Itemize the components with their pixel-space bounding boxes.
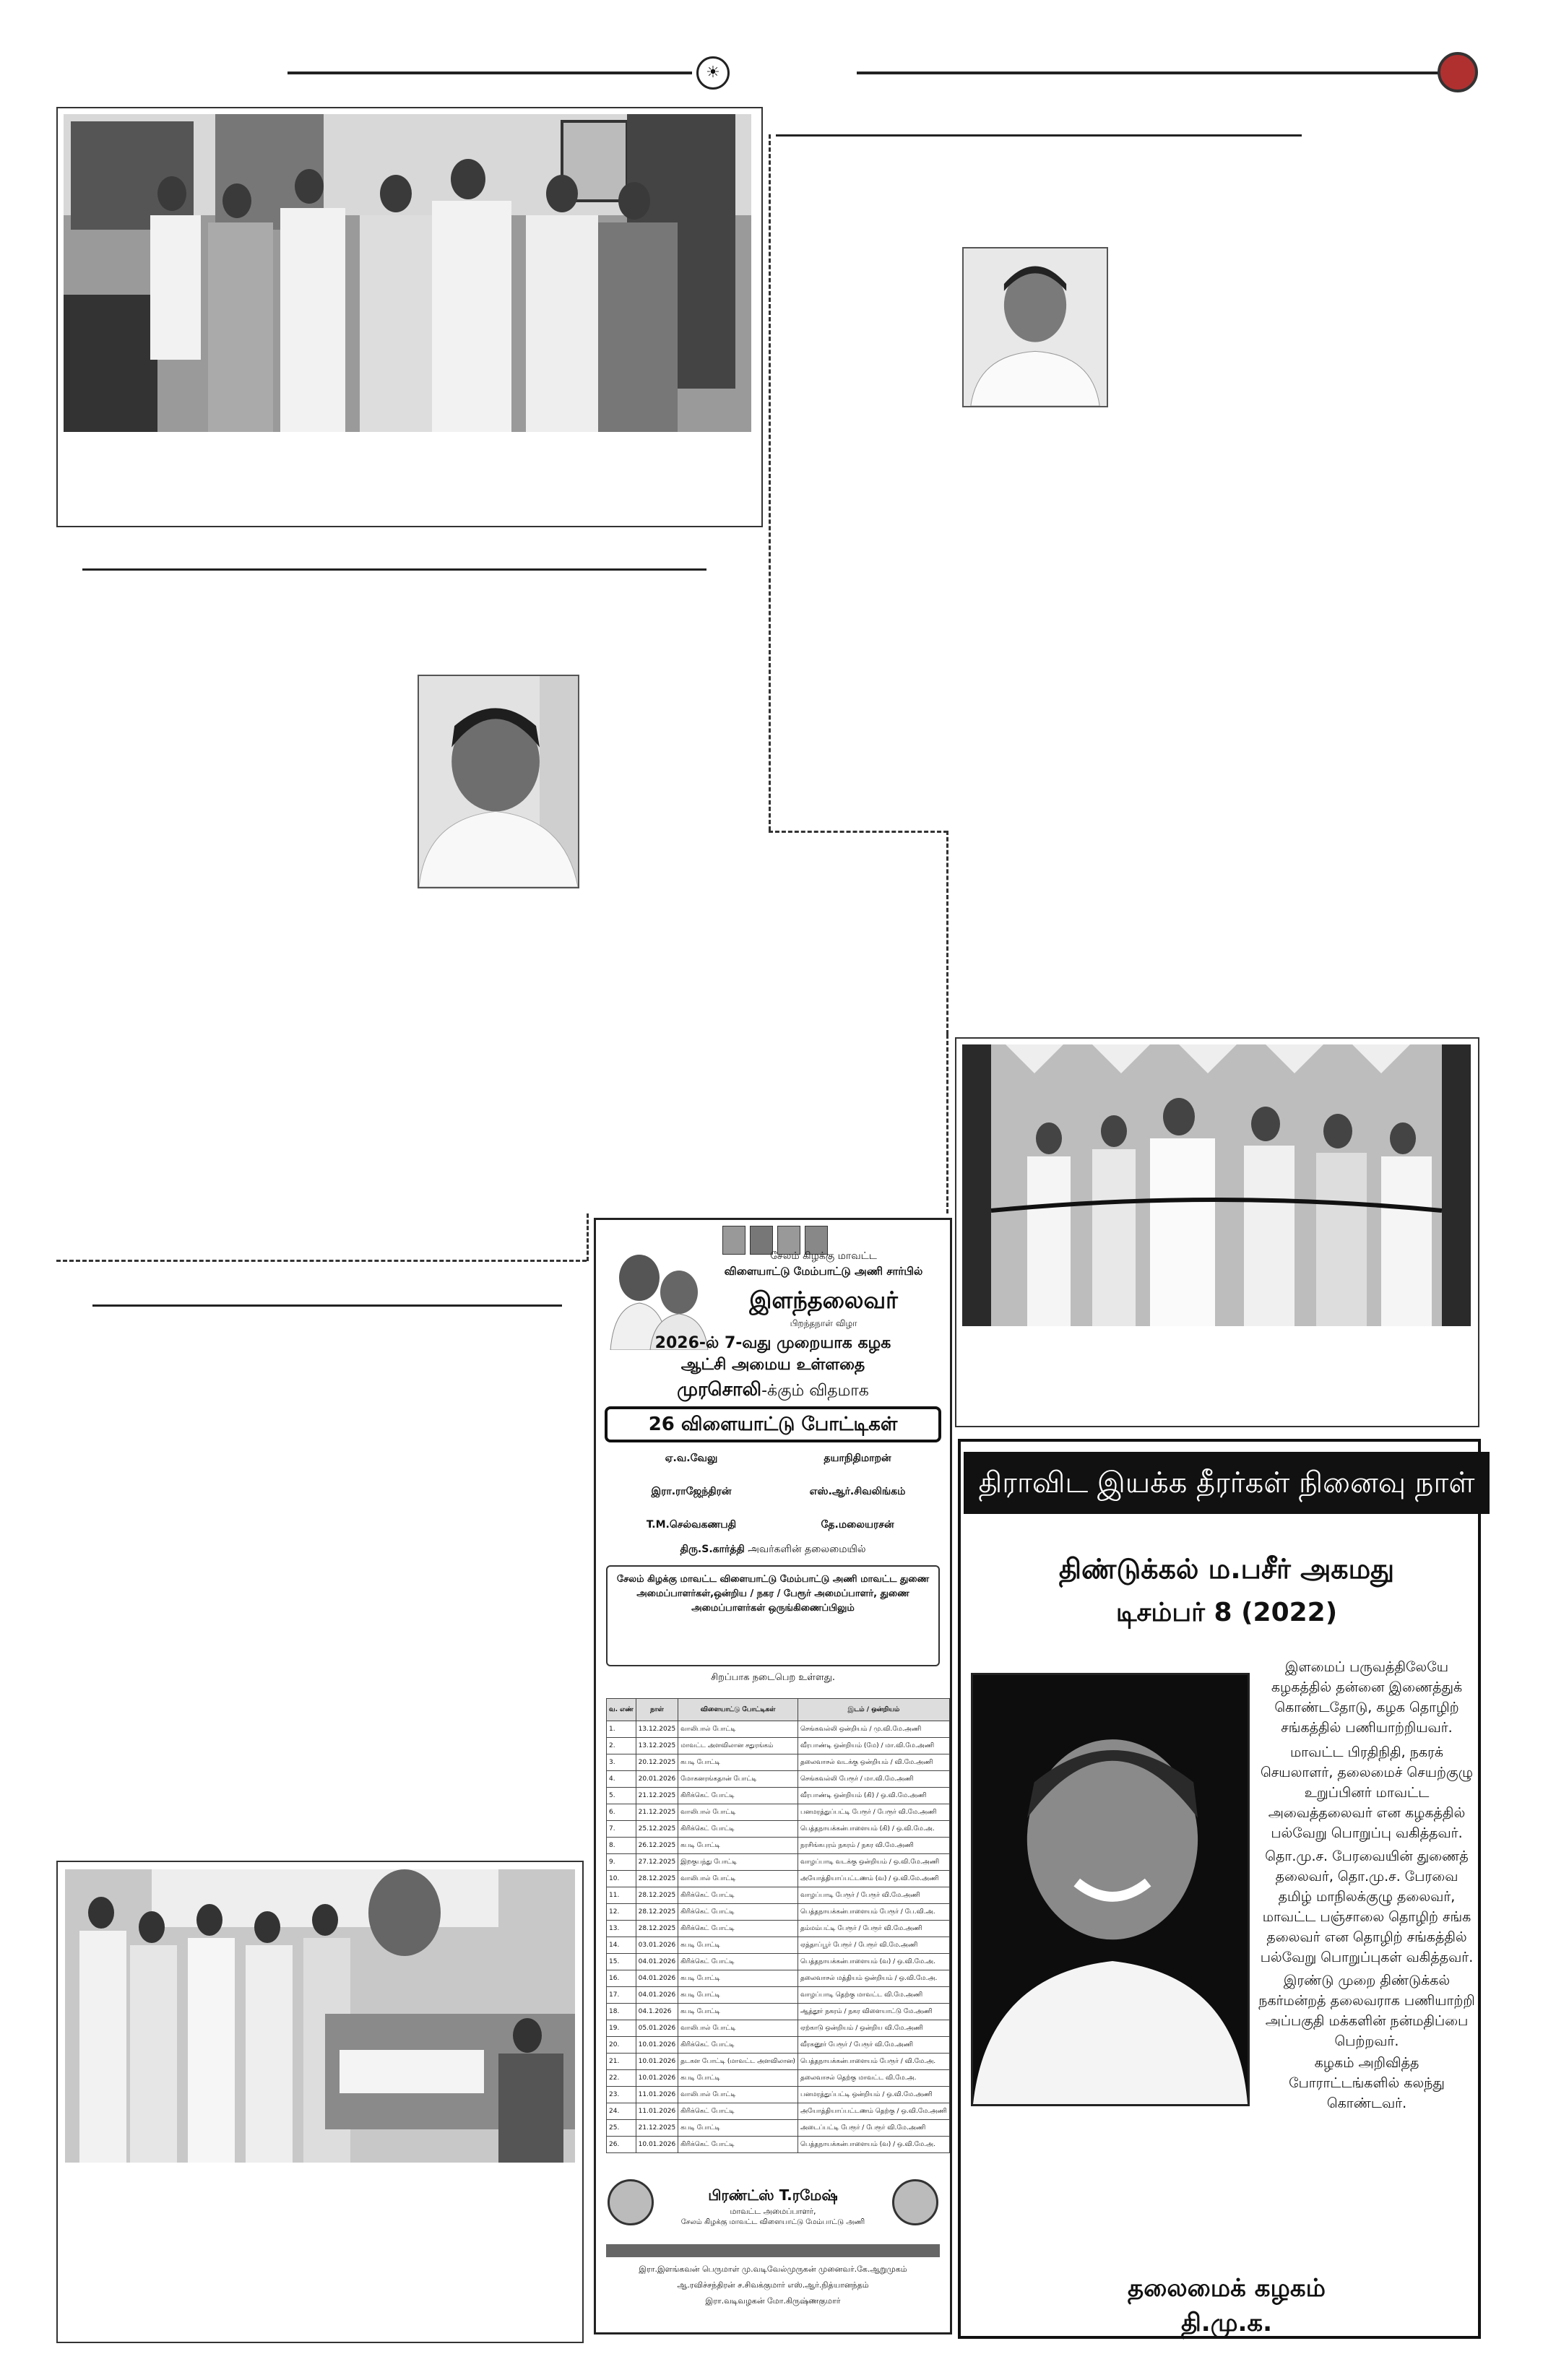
schedule-venue: செங்கவல்லி ஒன்றியம் / மு.வி.மே.அணி bbox=[798, 1721, 949, 1738]
sports-competition-poster bbox=[594, 1218, 952, 2334]
schedule-row bbox=[607, 1754, 950, 1771]
schedule-event: கிரிக்கெட் போட்டி bbox=[678, 1788, 798, 1804]
schedule-event: கிரிக்கெட் போட்டி bbox=[678, 2037, 798, 2054]
ribbon-cutting-photo bbox=[962, 1044, 1471, 1326]
schedule-venue: பெத்தநாயக்கன்பாளையம் (கி) / ஒ.வி.மே.அ. bbox=[798, 1821, 949, 1838]
poster-name-2: தயாநிதிமாறன் bbox=[824, 1453, 891, 1464]
article-rule-left-mid bbox=[82, 568, 706, 571]
schedule-row bbox=[607, 2054, 950, 2070]
header-rule-left bbox=[288, 72, 692, 74]
poster-notice: சேலம் கிழக்கு மாவட்ட விளையாட்டு மேம்பாட்டு அணி மாவட்ட துணை அமைப்பாளர்கள்,ஒன்றிய / நகர / பேரூர் அமைப்பாளர், துணை அமைப்பாளர்கள் ஒருங்கிணைப்பிலும் bbox=[616, 1574, 930, 1614]
poster-headline-box: 26 விளையாட்டு போட்டிகள் bbox=[605, 1406, 941, 1442]
schedule-row bbox=[607, 1721, 950, 1738]
schedule-row bbox=[607, 2037, 950, 2054]
schedule-venue: நரசிங்கபுரம் நகரம் / நகர வி.மே.அணி bbox=[798, 1838, 949, 1854]
poster-leader: திரு.S.கார்த்தி bbox=[680, 1544, 745, 1555]
schedule-venue: வீரபாண்டி ஒன்றியம் (கி) / ஒ.வி.மே.அணி bbox=[798, 1788, 949, 1804]
schedule-date: 26.12.2025 bbox=[636, 1838, 678, 1854]
poster-name-5: T.M.செல்வகணபதி bbox=[646, 1519, 737, 1531]
poster-leader-suffix: அவர்களின் தலைமையில் bbox=[748, 1544, 866, 1555]
schedule-row bbox=[607, 1788, 950, 1804]
schedule-serial: 12. bbox=[607, 1904, 636, 1921]
poster-leader-line bbox=[596, 1544, 950, 1557]
col-header-date: நாள் bbox=[636, 1699, 678, 1721]
schedule-serial: 1. bbox=[607, 1721, 636, 1738]
schedule-row bbox=[607, 1937, 950, 1954]
schedule-event: கிரிக்கெட் போட்டி bbox=[678, 1921, 798, 1937]
schedule-row bbox=[607, 1804, 950, 1821]
schedule-venue: தலைவாசல் வடக்கு ஒன்றியம் / வி.மே.அணி bbox=[798, 1754, 949, 1771]
article-rule-top-right bbox=[776, 134, 1302, 137]
schedule-date: 11.01.2026 bbox=[636, 2103, 678, 2120]
schedule-event: வாலிபால் போட்டி bbox=[678, 2020, 798, 2037]
schedule-serial: 25. bbox=[607, 2120, 636, 2137]
schedule-event: மாவட்ட அளவிலான சதுரங்கம் bbox=[678, 1738, 798, 1754]
schedule-serial: 14. bbox=[607, 1937, 636, 1954]
schedule-venue: வாழப்பாடி தெற்கு மாவட்ட வி.மே.அணி bbox=[798, 1987, 949, 2004]
schedule-date: 10.01.2026 bbox=[636, 2054, 678, 2070]
poster-murasoli-line bbox=[596, 1379, 950, 1403]
poster-schedule-header-row bbox=[607, 1699, 950, 1721]
schedule-serial: 22. bbox=[607, 2070, 636, 2087]
schedule-row bbox=[607, 1871, 950, 1887]
schedule-event: கிரிக்கெட் போட்டி bbox=[678, 2103, 798, 2120]
memorial-paragraph-5: கழகம் அறிவித்த போராட்டங்களில் கலந்து கொண்டவர். bbox=[1289, 2055, 1445, 2111]
schedule-date: 10.01.2026 bbox=[636, 2037, 678, 2054]
schedule-serial: 26. bbox=[607, 2137, 636, 2153]
schedule-event: கிரிக்கெட் போட்டி bbox=[678, 1821, 798, 1838]
schedule-serial: 17. bbox=[607, 1987, 636, 2004]
schedule-event: இறகுபந்து போட்டி bbox=[678, 1854, 798, 1871]
poster-line2: ஆட்சி அமைய உள்ளதை bbox=[680, 1356, 865, 1374]
col-header-venue: இடம் / ஒன்றியம் bbox=[798, 1699, 949, 1721]
schedule-row bbox=[607, 1970, 950, 1987]
schedule-date: 25.12.2025 bbox=[636, 1821, 678, 1838]
poster-title: இளந்தலைவர் bbox=[749, 1286, 898, 1314]
column-divider-vertical-3 bbox=[946, 1034, 948, 1213]
schedule-date: 04.01.2026 bbox=[636, 1954, 678, 1970]
schedule-row bbox=[607, 2070, 950, 2087]
schedule-event: கபடி போட்டி bbox=[678, 1987, 798, 2004]
newspaper-emblem-icon: ☀ bbox=[696, 56, 730, 90]
schedule-date: 28.12.2025 bbox=[636, 1904, 678, 1921]
schedule-event: கிரிக்கெட் போட்டி bbox=[678, 1887, 798, 1904]
schedule-row bbox=[607, 1887, 950, 1904]
poster-footer-org: சேலம் கிழக்கு மாவட்ட விளையாட்டு மேம்பாட்டு அணி bbox=[680, 2218, 865, 2226]
schedule-serial: 4. bbox=[607, 1771, 636, 1788]
poster-murasoli: முரசொலி bbox=[677, 1379, 762, 1401]
poster-schedule-table bbox=[606, 1698, 950, 2153]
memorial-paragraph-1: இளமைப் பருவத்திலேயே கழகத்தில் தன்னை இணைத்துக் கொண்டதோடு, கழக தொழிற் சங்கத்தில் பணியாற்றியவர். bbox=[1271, 1659, 1463, 1736]
schedule-venue: பெத்தநாயக்கன்பாளையம் (வ) / ஒ.வி.மே.அ. bbox=[798, 2137, 949, 2153]
schedule-venue: ஆத்தூர் நகரம் / நகர விளையாட்டு மே.அணி bbox=[798, 2004, 949, 2020]
schedule-event: மோகனரங்கதான் போட்டி bbox=[678, 1771, 798, 1788]
schedule-row bbox=[607, 2087, 950, 2103]
schedule-event: கபடி போட்டி bbox=[678, 1838, 798, 1854]
poster-notice-box bbox=[606, 1565, 940, 1666]
poster-name-4: எஸ்.ஆர்.சிவலிங்கம் bbox=[809, 1486, 906, 1497]
schedule-row bbox=[607, 1854, 950, 1871]
header-rule-right bbox=[857, 72, 1439, 74]
column-divider-horizontal-2 bbox=[56, 1260, 587, 1262]
schedule-venue: தலைவாசல் மத்தியம் ஒன்றியம் / ஒ.வி.மே.அ. bbox=[798, 1970, 949, 1987]
poster-murasoli-suffix: -க்கும் விதமாக bbox=[761, 1382, 869, 1400]
schedule-row bbox=[607, 2004, 950, 2020]
schedule-row bbox=[607, 1838, 950, 1854]
schedule-venue: வீரபாண்டி ஒன்றியம் (மே) / மா.வி.மே.அணி bbox=[798, 1738, 949, 1754]
schedule-serial: 24. bbox=[607, 2103, 636, 2120]
schedule-date: 05.01.2026 bbox=[636, 2020, 678, 2037]
schedule-event: கபடி போட்டி bbox=[678, 2120, 798, 2137]
memorial-footer-line2: தி.மு.க. bbox=[1180, 2308, 1273, 2337]
memorial-date: டிசம்பர் 8 (2022) bbox=[1115, 1598, 1338, 1627]
schedule-row bbox=[607, 1738, 950, 1754]
schedule-row bbox=[607, 2103, 950, 2120]
col-header-event: விளையாட்டு போட்டிகள் bbox=[678, 1699, 798, 1721]
memorial-banner: திராவிட இயக்க தீரர்கள் நினைவு நாள் bbox=[964, 1452, 1490, 1514]
schedule-date: 28.12.2025 bbox=[636, 1921, 678, 1937]
schedule-event: வாலிபால் போட்டி bbox=[678, 1804, 798, 1821]
schedule-venue: ஏற்காடு ஒன்றியம் / ஒன்றிய வி.மே.அணி bbox=[798, 2020, 949, 2037]
schedule-row bbox=[607, 1904, 950, 1921]
memorial-paragraph-3: தொ.மு.ச. பேரவையின் துணைத் தலைவர், தொ.மு.ச. பேரவை தமிழ் மாநிலக்குழு தலைவர், மாவட்ட பஞ்சாலை தொழிற் சங்க தலைவர் என தொழிற் சங்கத்தில் பல்வேறு பொறுப்புகள் வகித்தவர். bbox=[1260, 1848, 1474, 1965]
schedule-venue: தம்மம்பட்டி பேரூர் / பேரூர் வி.மே.அணி bbox=[798, 1921, 949, 1937]
poster-footer-band bbox=[606, 2244, 940, 2257]
schedule-venue: பெத்தநாயக்கன்பாளையம் பேரூர் / வி.மே.அ. bbox=[798, 2054, 949, 2070]
memorial-portrait bbox=[971, 1673, 1250, 2106]
poster-name-6: தே.மலையரசன் bbox=[821, 1519, 894, 1531]
schedule-date: 27.12.2025 bbox=[636, 1854, 678, 1871]
memorial-footer-line1: தலைமைக் கழகம் bbox=[1128, 2274, 1326, 2303]
schedule-serial: 11. bbox=[607, 1887, 636, 1904]
schedule-date: 04.01.2026 bbox=[636, 1987, 678, 2004]
schedule-venue: ஏத்தாப்பூர் பேரூர் / பேரூர் வி.மே.அணி bbox=[798, 1937, 949, 1954]
schedule-event: வாலிபால் போட்டி bbox=[678, 1871, 798, 1887]
schedule-date: 21.12.2025 bbox=[636, 1804, 678, 1821]
article-rule-left-lower bbox=[92, 1304, 562, 1307]
schedule-venue: அயோத்தியாப்பட்டணம் (வ) / ஒ.வி.மே.அணி bbox=[798, 1871, 949, 1887]
schedule-serial: 7. bbox=[607, 1821, 636, 1838]
schedule-venue: செங்கவல்லி பேரூர் / மா.வி.மே.அணி bbox=[798, 1771, 949, 1788]
schedule-venue: பெத்தநாயக்கன்பாளையம் (வ) / ஒ.வி.மே.அ. bbox=[798, 1954, 949, 1970]
portrait-politician-2 bbox=[418, 675, 579, 888]
column-divider-vertical-2 bbox=[946, 831, 948, 1034]
page-number-circle bbox=[1438, 52, 1478, 92]
schedule-serial: 10. bbox=[607, 1871, 636, 1887]
schedule-row bbox=[607, 2020, 950, 2037]
schedule-venue: அடைப்பட்டி பேரூர் / பேரூர் வி.மே.அணி bbox=[798, 2120, 949, 2137]
schedule-serial: 23. bbox=[607, 2087, 636, 2103]
schedule-date: 28.12.2025 bbox=[636, 1887, 678, 1904]
schedule-venue: பெத்தநாயக்கன்பாளையம் பேரூர் / பே.வி.அ. bbox=[798, 1904, 949, 1921]
schedule-row bbox=[607, 2137, 950, 2153]
schedule-date: 20.01.2026 bbox=[636, 1771, 678, 1788]
schedule-date: 11.01.2026 bbox=[636, 2087, 678, 2103]
schedule-row bbox=[607, 1771, 950, 1788]
schedule-venue: பனமரத்துப்பட்டி பேரூர் / பேரூர் வி.மே.அணி bbox=[798, 1804, 949, 1821]
schedule-serial: 19. bbox=[607, 2020, 636, 2037]
column-divider-horizontal-1 bbox=[769, 831, 948, 833]
schedule-date: 10.01.2026 bbox=[636, 2070, 678, 2087]
schedule-event: கிரிக்கெட் போட்டி bbox=[678, 1904, 798, 1921]
memorial-paragraph-4: இரண்டு முறை திண்டுக்கல் நகர்மன்றத் தலைவராக பணியாற்றி அப்பகுதி மக்களின் நன்மதிப்பை பெற்றவர். bbox=[1258, 1973, 1475, 2049]
poster-org-line1: சேலம் கிழக்கு மாவட்ட bbox=[770, 1250, 877, 1262]
poster-footer-names-1: இரா.இளங்கவன் பெருமாள் மு.வடிவேல்முருகன் முனைவர்.கே.ஆறுமுகம் bbox=[639, 2264, 907, 2274]
schedule-serial: 15. bbox=[607, 1954, 636, 1970]
schedule-date: 04.1.2026 bbox=[636, 2004, 678, 2020]
schedule-serial: 13. bbox=[607, 1921, 636, 1937]
schedule-date: 10.01.2026 bbox=[636, 2137, 678, 2153]
schedule-row bbox=[607, 1821, 950, 1838]
poster-footer-names-2: ஆ.ரவிச்சந்திரன் ச.சிவக்குமார் எஸ்.ஆர்.நித்யானந்தம் bbox=[677, 2280, 869, 2290]
schedule-serial: 9. bbox=[607, 1854, 636, 1871]
poster-org-line2: விளையாட்டு மேம்பாட்டு அணி சார்பில் bbox=[724, 1265, 923, 1278]
schedule-date: 21.12.2025 bbox=[636, 2120, 678, 2137]
poster-line1: 2026-ல் 7-வது முறையாக கழக bbox=[654, 1334, 891, 1352]
schedule-event: கபடி போட்டி bbox=[678, 1754, 798, 1771]
schedule-venue: தலைவாசல் தெற்கு மாவட்ட வி.மே.அ. bbox=[798, 2070, 949, 2087]
poster-footer-name: பிரண்ட்ஸ் T.ரமேஷ் bbox=[708, 2186, 838, 2204]
schedule-row bbox=[607, 1987, 950, 2004]
schedule-venue: வீரகனூர் பேரூர் / பேரூர் வி.மே.அணி bbox=[798, 2037, 949, 2054]
schedule-row bbox=[607, 1954, 950, 1970]
schedule-event: வாலிபால் போட்டி bbox=[678, 2087, 798, 2103]
schedule-date: 13.12.2025 bbox=[636, 1738, 678, 1754]
schedule-date: 03.01.2026 bbox=[636, 1937, 678, 1954]
poster-subtitle: பிறந்தநாள் விழா bbox=[790, 1318, 857, 1328]
schedule-serial: 2. bbox=[607, 1738, 636, 1754]
col-header-serial: வ. எண் bbox=[607, 1699, 636, 1721]
schedule-serial: 5. bbox=[607, 1788, 636, 1804]
schedule-venue: அயோத்தியாப்பட்டணம் தெற்கு / ஒ.வி.மே.அணி bbox=[798, 2103, 949, 2120]
poster-name-3: இரா.ராஜேந்திரன் bbox=[651, 1486, 732, 1497]
schedule-serial: 8. bbox=[607, 1838, 636, 1854]
schedule-event: வாலிபால் போட்டி bbox=[678, 1721, 798, 1738]
poster-notice-tail: சிறப்பாக நடைபெற உள்ளது. bbox=[710, 1672, 836, 1683]
health-camp-photo bbox=[65, 1869, 575, 2163]
schedule-venue: பனமரத்துப்பட்டி ஒன்றியம் / ஒ.வி.மே.அணி bbox=[798, 2087, 949, 2103]
poster-footer-names-3: இரா.வடிவழகன் மோ.கிருஷ்ணகுமார் bbox=[705, 2296, 841, 2306]
schedule-row bbox=[607, 2120, 950, 2137]
group-photo-family bbox=[64, 114, 751, 432]
column-divider-vertical-1 bbox=[769, 134, 771, 831]
column-divider-vertical-4 bbox=[587, 1213, 589, 1261]
schedule-venue: வாழப்பாடி பேரூர் / பேரூர் வி.மே.அணி bbox=[798, 1887, 949, 1904]
schedule-date: 20.12.2025 bbox=[636, 1754, 678, 1771]
schedule-event: கபடி போட்டி bbox=[678, 2070, 798, 2087]
schedule-event: கிரிக்கெட் போட்டி bbox=[678, 2137, 798, 2153]
schedule-venue: வாழப்பாடி வடக்கு ஒன்றியம் / ஒ.வி.மே.அணி bbox=[798, 1854, 949, 1871]
schedule-event: கபடி போட்டி bbox=[678, 1970, 798, 1987]
schedule-event: தடகள போட்டி (மாவட்ட அளவிலான) bbox=[678, 2054, 798, 2070]
schedule-event: கிரிக்கெட் போட்டி bbox=[678, 1954, 798, 1970]
schedule-date: 21.12.2025 bbox=[636, 1788, 678, 1804]
memorial-paragraph-2: மாவட்ட பிரதிநிதி, நகரக் செயலாளர், தலைமைச் செயற்குழு உறுப்பினர் மாவட்ட அவைத்தலைவர் என கழகத்தில் பல்வேறு பொறுப்பு வகித்தவர். bbox=[1260, 1744, 1473, 1841]
schedule-serial: 3. bbox=[607, 1754, 636, 1771]
schedule-row bbox=[607, 1921, 950, 1937]
schedule-serial: 6. bbox=[607, 1804, 636, 1821]
schedule-event: கபடி போட்டி bbox=[678, 1937, 798, 1954]
schedule-date: 13.12.2025 bbox=[636, 1721, 678, 1738]
poster-footer-role: மாவட்ட அமைப்பாளர், bbox=[730, 2207, 816, 2216]
schedule-serial: 16. bbox=[607, 1970, 636, 1987]
schedule-serial: 18. bbox=[607, 2004, 636, 2020]
schedule-event: கபடி போட்டி bbox=[678, 2004, 798, 2020]
schedule-date: 28.12.2025 bbox=[636, 1871, 678, 1887]
schedule-serial: 20. bbox=[607, 2037, 636, 2054]
portrait-politician-1 bbox=[962, 247, 1108, 407]
schedule-serial: 21. bbox=[607, 2054, 636, 2070]
schedule-date: 04.01.2026 bbox=[636, 1970, 678, 1987]
poster-name-1: ஏ.வ.வேலு bbox=[665, 1453, 718, 1464]
memorial-name: திண்டுக்கல் ம.பசீர் அகமது bbox=[1058, 1553, 1395, 1585]
